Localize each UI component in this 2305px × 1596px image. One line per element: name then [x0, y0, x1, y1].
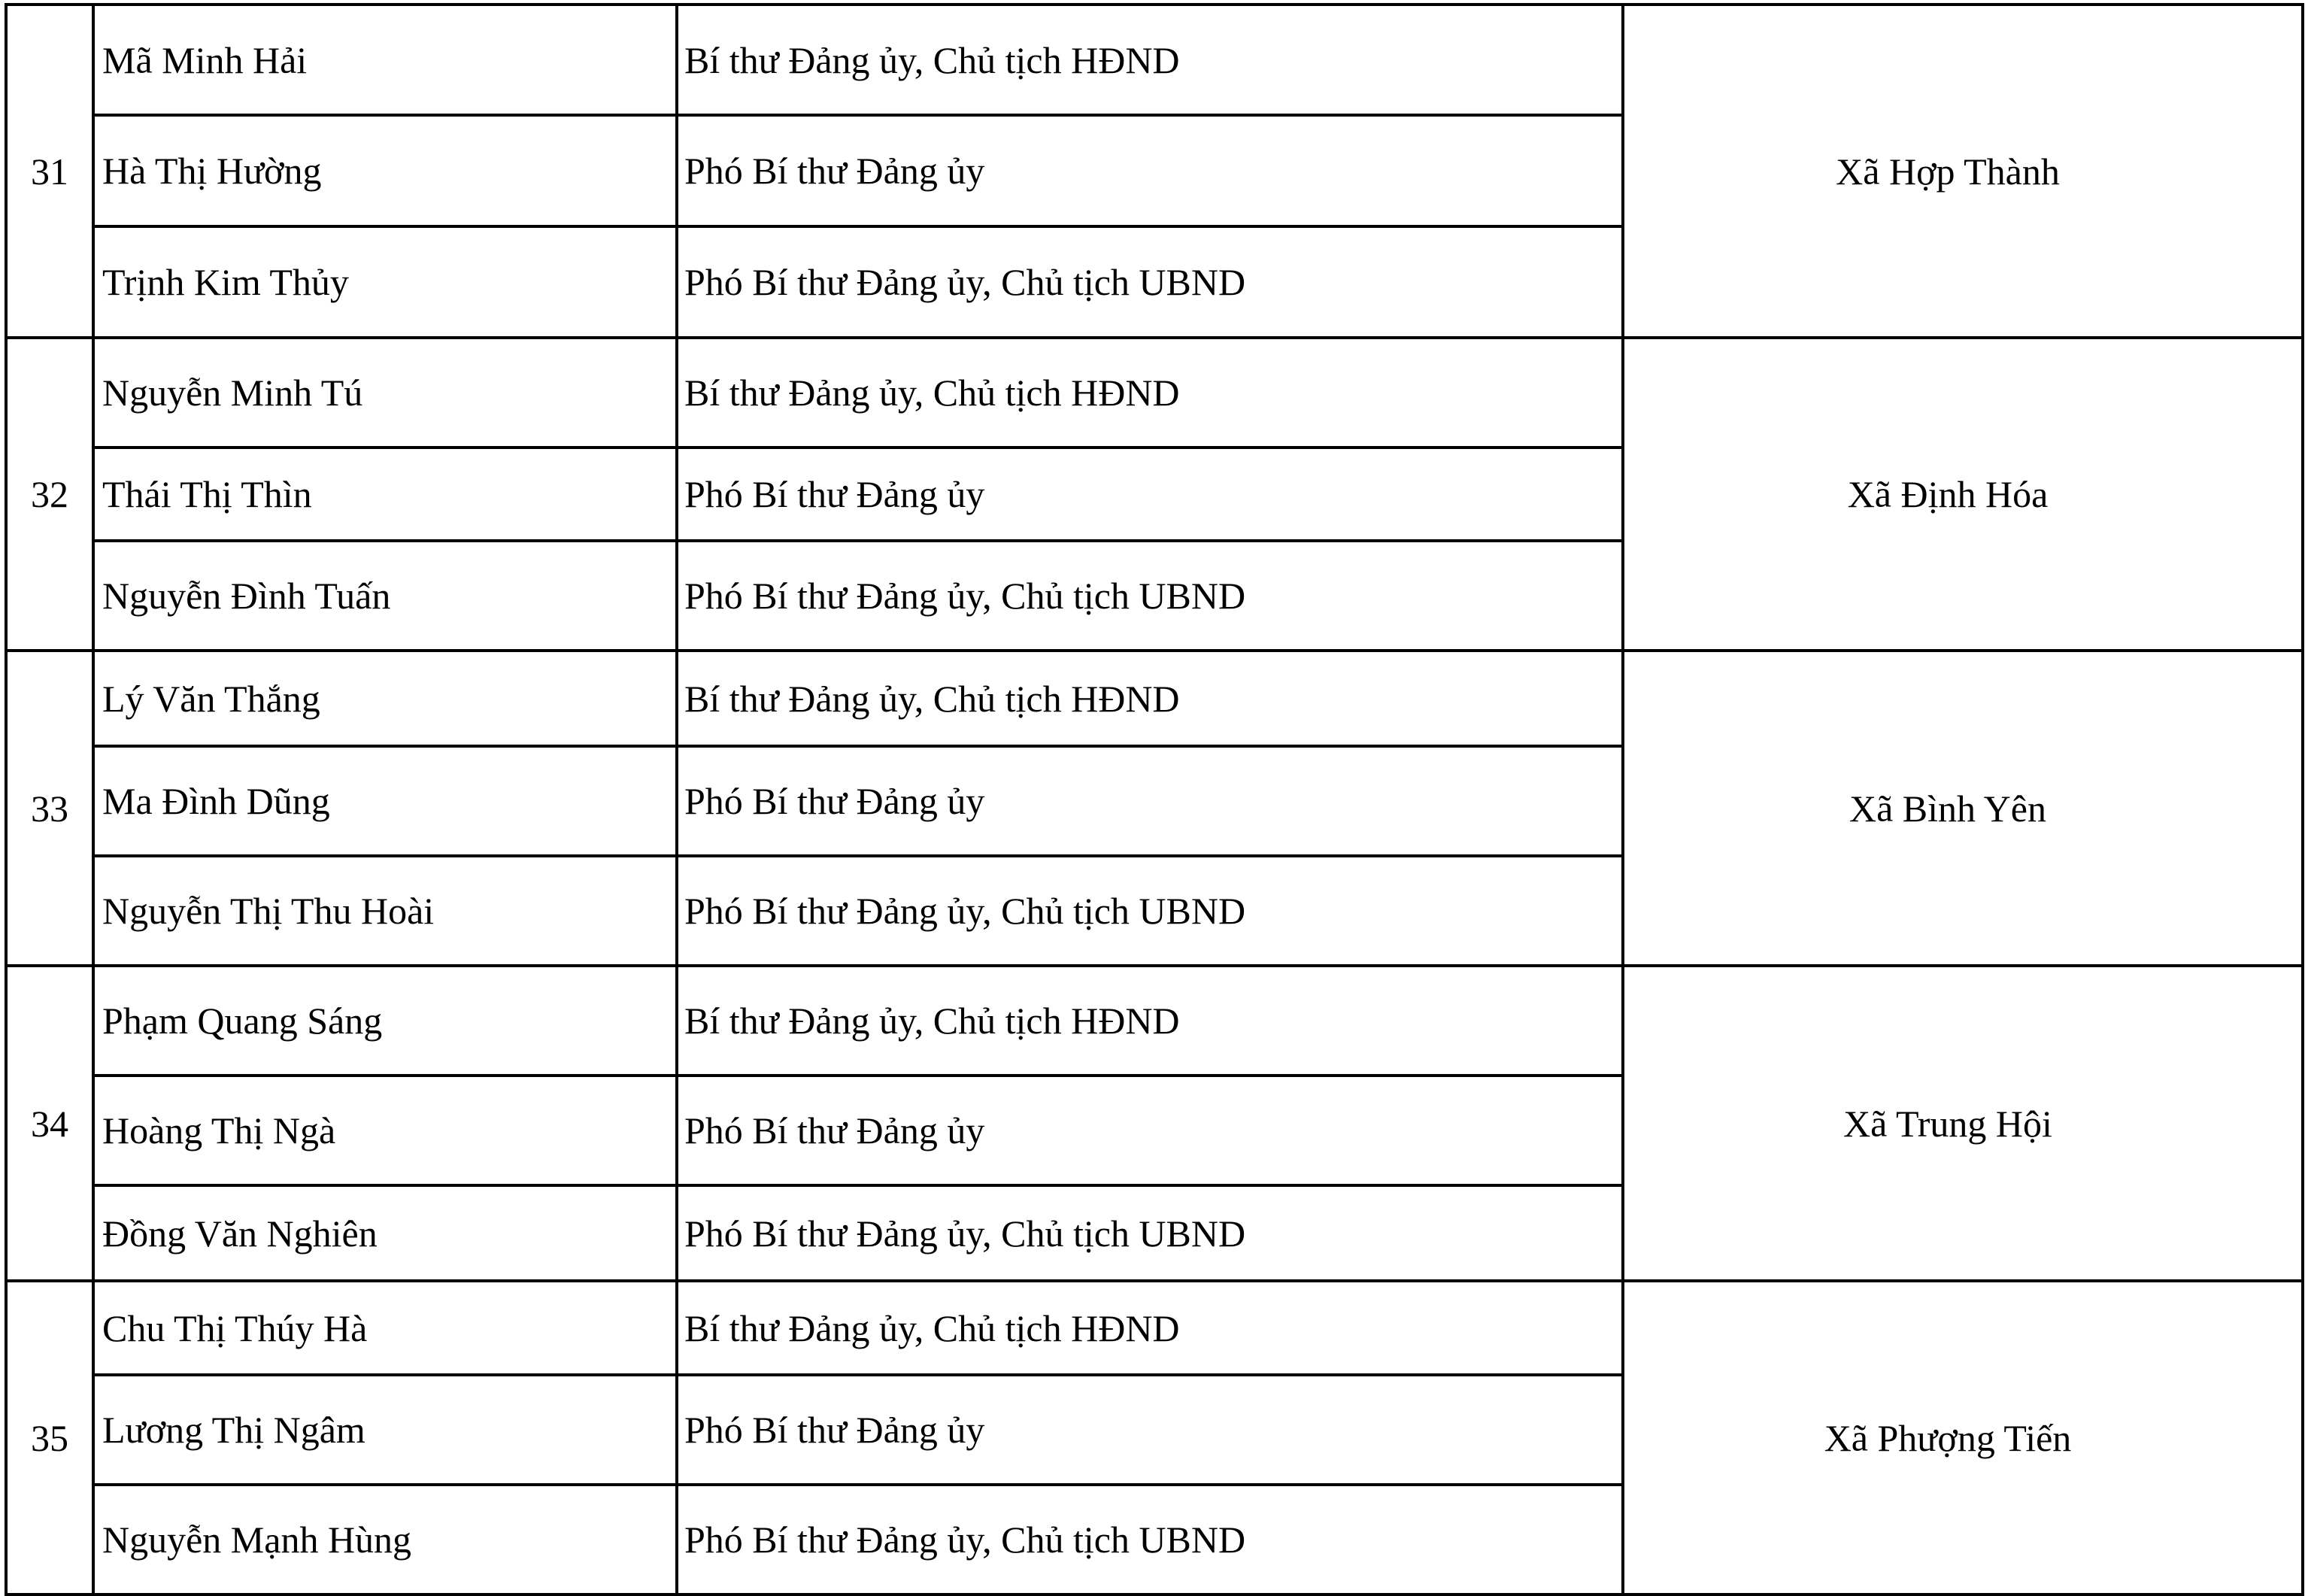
person-title: Bí thư Đảng ủy, Chủ tịch HĐND: [677, 1281, 1623, 1375]
commune-name: Xã Phượng Tiến: [1623, 1281, 2303, 1594]
person-name: Ma Đình Dũng: [93, 746, 677, 856]
person-title: Phó Bí thư Đảng ủy: [677, 1375, 1623, 1485]
person-name: Nguyễn Mạnh Hùng: [93, 1485, 677, 1594]
person-name: Đồng Văn Nghiên: [93, 1185, 677, 1281]
person-name: Nguyễn Thị Thu Hoài: [93, 856, 677, 966]
person-name: Hoàng Thị Ngà: [93, 1076, 677, 1185]
person-name: Nguyễn Minh Tú: [93, 338, 677, 448]
personnel-table: [5, 3, 2304, 1596]
person-title: Phó Bí thư Đảng ủy: [677, 1076, 1623, 1185]
commune-name: Xã Bình Yên: [1623, 651, 2303, 966]
person-title: Phó Bí thư Đảng ủy, Chủ tịch UBND: [677, 1185, 1623, 1281]
person-title: Phó Bí thư Đảng ủy, Chủ tịch UBND: [677, 541, 1623, 651]
group-number: 35: [6, 1281, 93, 1594]
group-number: 34: [6, 966, 93, 1281]
group-number: 31: [6, 5, 93, 338]
person-title: Phó Bí thư Đảng ủy: [677, 115, 1623, 226]
person-name: Nguyễn Đình Tuấn: [93, 541, 677, 651]
commune-name: Xã Định Hóa: [1623, 338, 2303, 651]
person-title: Phó Bí thư Đảng ủy, Chủ tịch UBND: [677, 226, 1623, 338]
person-name: Phạm Quang Sáng: [93, 966, 677, 1076]
commune-name: Xã Trung Hội: [1623, 966, 2303, 1281]
person-title: Phó Bí thư Đảng ủy: [677, 448, 1623, 541]
person-name: Thái Thị Thìn: [93, 448, 677, 541]
group-number: 33: [6, 651, 93, 966]
commune-name: Xã Hợp Thành: [1623, 5, 2303, 338]
group-number: 32: [6, 338, 93, 651]
table-row: [6, 966, 2303, 1076]
person-name: Lý Văn Thắng: [93, 651, 677, 746]
person-title: Phó Bí thư Đảng ủy, Chủ tịch UBND: [677, 856, 1623, 966]
person-title: Phó Bí thư Đảng ủy: [677, 746, 1623, 856]
person-name: Chu Thị Thúy Hà: [93, 1281, 677, 1375]
table-row: [6, 651, 2303, 746]
person-name: Lương Thị Ngâm: [93, 1375, 677, 1485]
person-name: Hà Thị Hường: [93, 115, 677, 226]
person-title: Bí thư Đảng ủy, Chủ tịch HĐND: [677, 5, 1623, 115]
table-row: [6, 338, 2303, 448]
person-title: Bí thư Đảng ủy, Chủ tịch HĐND: [677, 651, 1623, 746]
table-row: [6, 5, 2303, 115]
person-name: Mã Minh Hải: [93, 5, 677, 115]
personnel-table-body: [6, 5, 2303, 1594]
table-row: [6, 1281, 2303, 1375]
person-title: Bí thư Đảng ủy, Chủ tịch HĐND: [677, 966, 1623, 1076]
person-name: Trịnh Kim Thủy: [93, 226, 677, 338]
person-title: Bí thư Đảng ủy, Chủ tịch HĐND: [677, 338, 1623, 448]
person-title: Phó Bí thư Đảng ủy, Chủ tịch UBND: [677, 1485, 1623, 1594]
